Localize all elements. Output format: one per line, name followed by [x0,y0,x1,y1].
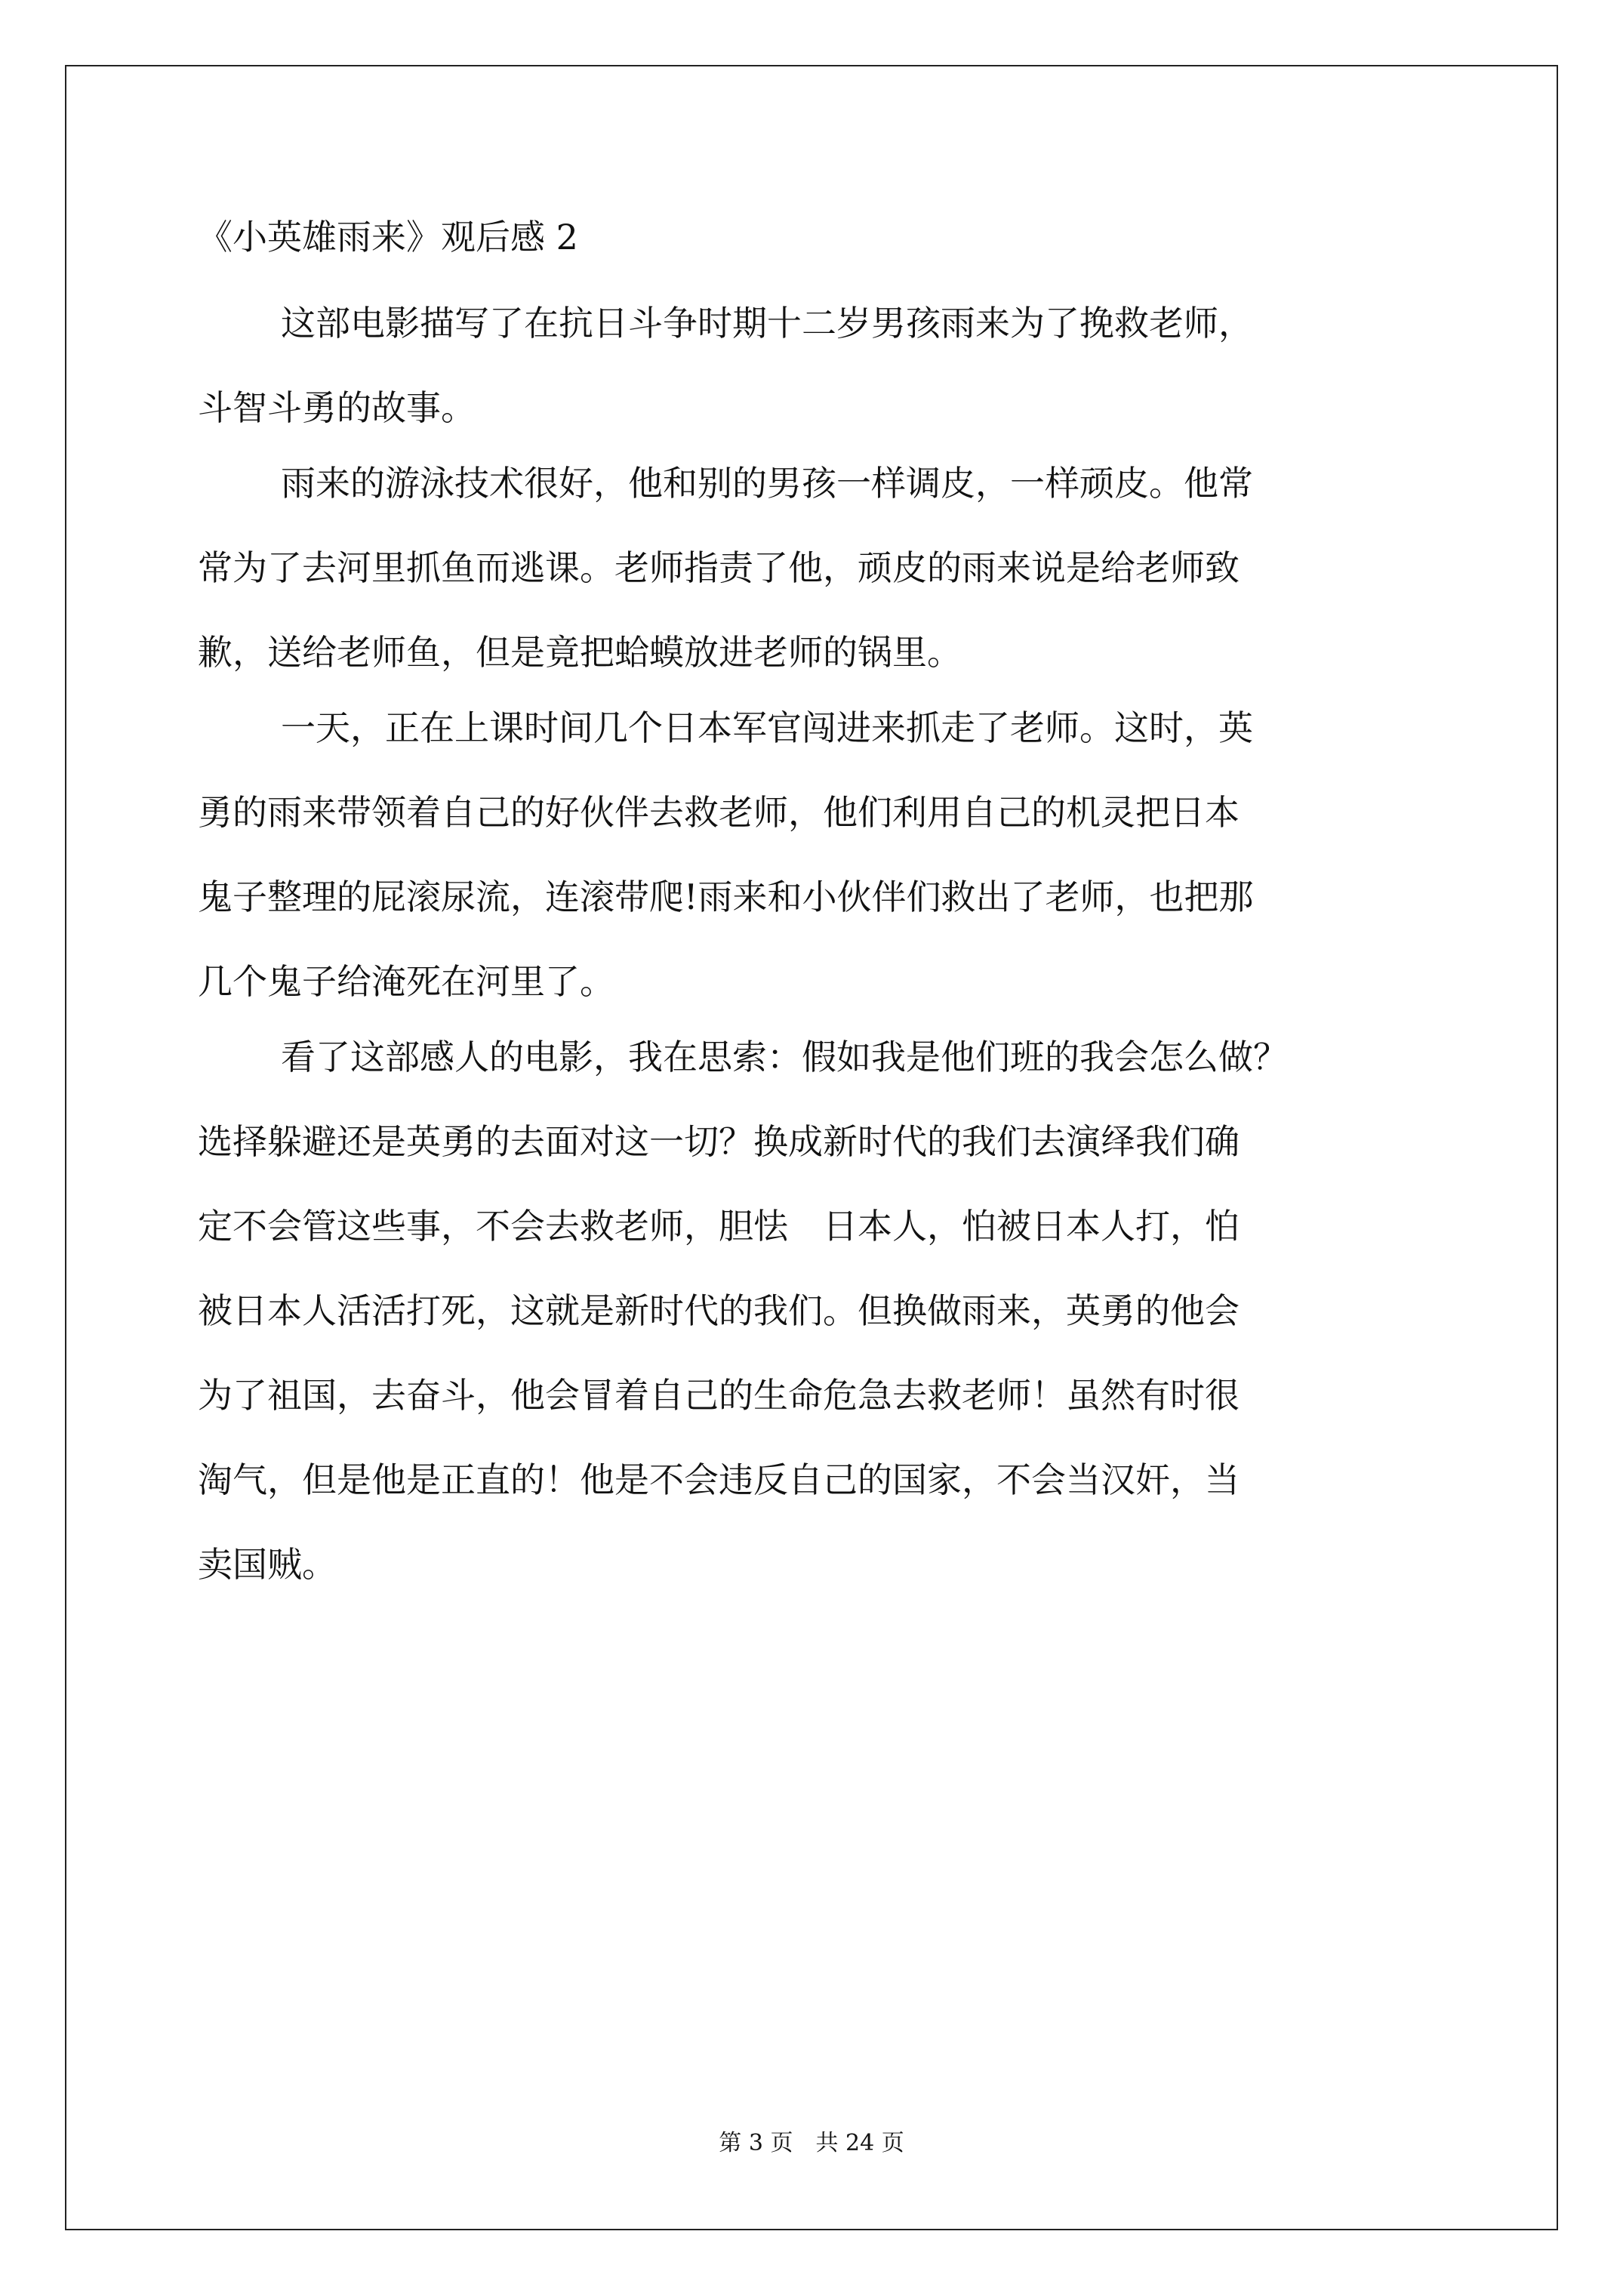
document-title: 《小英雄雨来》观后感 2 [198,217,578,257]
paragraph [198,1039,1443,1583]
paragraph-line: 歉，送给老师鱼，但是竟把蛤蟆放进老师的锅里。 [198,632,962,673]
paragraph [198,463,1443,673]
paragraph-line: 卖国贼。 [198,1544,337,1585]
page-number-footer: 第 3 页 共 24 页 [719,2130,904,2156]
paragraph-line: 勇的雨来带领着自己的好伙伴去救老师，他们利用自己的机灵把日本 [198,792,1240,833]
paragraph-line: 雨来的游泳技术很好，他和别的男孩一样调皮，一样顽皮。他常 [281,463,1253,504]
paragraph [198,707,1443,1002]
paragraph-line: 鬼子整理的屁滚尿流，连滚带爬!雨来和小伙伴们救出了老师，也把那 [198,877,1254,917]
paragraph-line: 为了祖国，去奋斗，他会冒着自己的生命危急去救老师！虽然有时很 [198,1375,1240,1416]
document-body [198,219,1443,1622]
paragraph-line: 一天，正在上课时间几个日本军官闯进来抓走了老师。这时，英 [281,707,1253,748]
paragraph-line: 看了这部感人的电影，我在思索：假如我是他们班的我会怎么做？ [281,1037,1288,1077]
paragraph-line: 淘气，但是他是正直的！他是不会违反自己的国家，不会当汉奸，当 [198,1459,1240,1500]
paragraph [198,305,1443,426]
paragraph-line: 选择躲避还是英勇的去面对这一切？换成新时代的我们去演绎我们确 [198,1121,1240,1162]
paragraph-line: 定不会管这些事，不会去救老师，胆怯 日本人，怕被日本人打，怕 [198,1206,1240,1247]
paragraph-line: 斗智斗勇的故事。 [198,387,476,428]
paragraph-line: 这部电影描写了在抗日斗争时期十二岁男孩雨来为了挽救老师， [281,303,1253,344]
paragraph-line: 常为了去河里抓鱼而逃课。老师指责了他，顽皮的雨来说是给老师致 [198,547,1240,588]
paragraph-line: 被日本人活活打死，这就是新时代的我们。但换做雨来，英勇的他会 [198,1290,1240,1331]
paragraph-line: 几个鬼子给淹死在河里了。 [198,961,614,1002]
